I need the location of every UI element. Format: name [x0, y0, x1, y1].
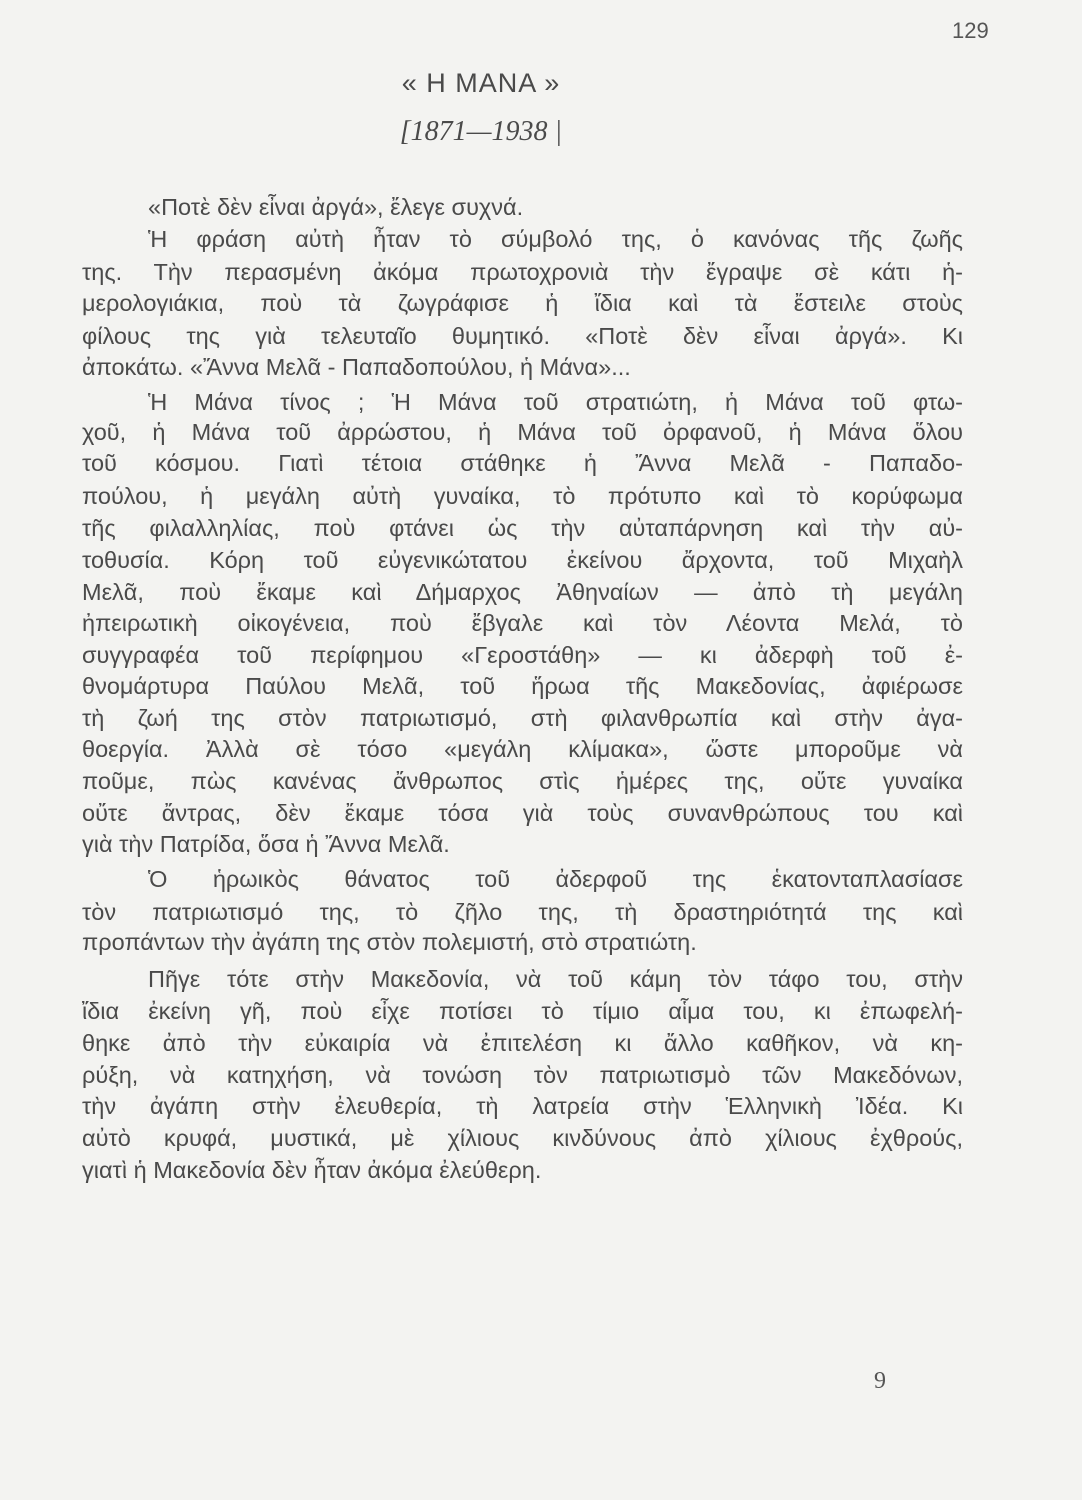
text-line: πούλου, ἡ μεγάλη αὐτὴ γυναίκα, τὸ πρότυπο καὶ τὸ κορύφωμα — [82, 483, 963, 509]
text-line: τῆς φιλαλληλίας, ποὺ φτάνει ὡς τὴν αὐταπάρνηση καὶ τὴν αὐ- — [82, 515, 963, 541]
text-line: θηκε ἀπὸ τὴν εὐκαιρία νὰ ἐπιτελέση κι ἄλλο καθῆκον, νὰ κη- — [82, 1030, 963, 1056]
text-line: μερολογιάκια, ποὺ τὰ ζωγράφισε ἡ ἴδια καὶ τὰ ἔστειλε στοὺς — [82, 290, 963, 316]
chapter-title: « Η ΜΑΝΑ » — [401, 68, 561, 98]
text-line: οὔτε ἄντρας, δὲν ἔκαμε τόσα γιὰ τοὺς συνανθρώπους του καὶ — [82, 800, 963, 826]
text-line: τὸν πατριωτισμό της, τὸ ζῆλο της, τὴ δραστηριότητά της καὶ — [82, 899, 963, 925]
text-line: τοῦ κόσμου. Γιατὶ τέτοια στάθηκε ἡ Ἄννα Μελᾶ - Παπαδο- — [82, 450, 963, 476]
text-line: τὴν ἀγάπη στὴν ἐλευθερία, τὴ λατρεία στὴν Ἑλληνικὴ Ἰδέα. Κι — [82, 1093, 963, 1119]
text-line: Ἡ Μάνα τίνος ; Ἡ Μάνα τοῦ στρατιώτη, ἡ Μάνα τοῦ φτω- — [148, 389, 963, 415]
text-line: Μελᾶ, ποὺ ἔκαμε καὶ Δήμαρχος Ἀθηναίων — ἀπὸ τὴ μεγάλη — [82, 579, 963, 605]
text-line: «Ποτὲ δὲν εἶναι ἀργά», ἔλεγε συχνά. — [148, 194, 524, 220]
page-number-top: 129 — [952, 18, 989, 43]
text-line: ἀποκάτω. «Ἄννα Μελᾶ - Παπαδοπούλου, ἡ Μάνα»... — [82, 354, 631, 380]
text-line: Ὁ ἡρωικὸς θάνατος τοῦ ἀδερφοῦ της ἑκατονταπλασίασε — [148, 866, 963, 892]
page-number-bottom: 9 — [874, 1368, 886, 1394]
text-line: φίλους της γιὰ τελευταῖο θυμητικό. «Ποτὲ δὲν εἶναι ἀργά». Κι — [82, 323, 963, 349]
text-line: ἴδια ἐκείνη γῆ, ποὺ εἶχε ποτίσει τὸ τίμιο αἷμα του, κι ἐπωφελή- — [82, 998, 963, 1024]
text-line: χοῦ, ἡ Μάνα τοῦ ἀρρώστου, ἡ Μάνα τοῦ ὀρφανοῦ, ἡ Μάνα ὅλου — [82, 419, 963, 445]
chapter-dates: [1871—1938 | — [399, 116, 563, 147]
text-line: ἠπειρωτικὴ οἰκογένεια, ποὺ ἔβγαλε καὶ τὸν Λέοντα Μελά, τὸ — [82, 610, 963, 636]
text-line: της. Τὴν περασμένη ἀκόμα πρωτοχρονιὰ τὴν ἔγραψε σὲ κάτι ἡ- — [82, 259, 963, 285]
text-line: ρύξη, νὰ κατηχήση, νὰ τονώση τὸν πατριωτισμὸ τῶν Μακεδόνων, — [82, 1062, 963, 1088]
text-line: Ἡ φράση αὐτὴ ἦταν τὸ σύμβολό της, ὁ κανόνας τῆς ζωῆς — [148, 226, 963, 252]
text-line: θοεργία. Ἀλλὰ σὲ τόσο «μεγάλη κλίμακα», ὥστε μποροῦμε νὰ — [82, 736, 963, 762]
text-line: τὴ ζωή της στὸν πατριωτισμό, στὴ φιλανθρωπία καὶ στὴν ἀγα- — [82, 705, 963, 731]
text-line: συγγραφέα τοῦ περίφημου «Γεροστάθη» — κι ἀδερφὴ τοῦ ἐ- — [82, 642, 963, 668]
text-line: προπάντων τὴν ἀγάπη της στὸν πολεμιστή, στὸ στρατιώτη. — [82, 929, 697, 955]
text-line: τοθυσία. Κόρη τοῦ εὐγενικώτατου ἐκείνου ἄρχοντα, τοῦ Μιχαὴλ — [82, 547, 963, 573]
text-line: γιὰ τὴν Πατρίδα, ὅσα ἡ Ἄννα Μελᾶ. — [82, 831, 450, 857]
text-line: θνομάρτυρα Παύλου Μελᾶ, τοῦ ἥρωα τῆς Μακεδονίας, ἀφιέρωσε — [82, 673, 963, 699]
text-line: Πῆγε τότε στὴν Μακεδονία, νὰ τοῦ κάμη τὸν τάφο του, στὴν — [148, 966, 963, 992]
text-line: αὐτὸ κρυφά, μυστικά, μὲ χίλιους κινδύνους ἀπὸ χίλιους ἐχθρούς, — [82, 1125, 963, 1151]
text-line: γιατὶ ἡ Μακεδονία δὲν ἦταν ἀκόμα ἐλεύθερη. — [82, 1157, 542, 1183]
text-line: ποῦμε, πὼς κανένας ἄνθρωπος στὶς ἡμέρες της, οὔτε γυναίκα — [82, 768, 963, 794]
